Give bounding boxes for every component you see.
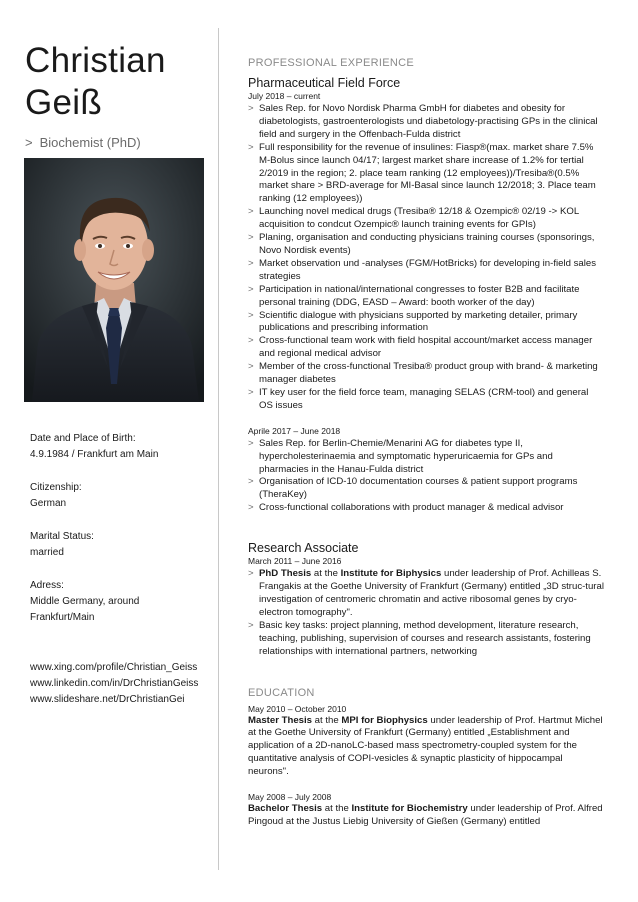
- list-item: > Full responsibility for the revenue of insulines: Fiasp®(max. market share 7.5% M-Bolus since launch 04/17; largest market share increase of 1.2% for tertial 2/2019 in the region; 2. place team ranking (12 employees))/Tresiba®(0.5% market share > BRD-average for MI-Basal since launch 12/2018; 3. Place team ranking (12 employees)): [248, 141, 596, 205]
- xing-link[interactable]: www.xing.com/profile/Christian_Geiss: [30, 662, 198, 673]
- chevron-right-icon: >: [248, 437, 254, 449]
- chevron-right-icon: >: [248, 361, 254, 373]
- chevron-right-icon: >: [248, 568, 254, 580]
- list-item: > IT key user for the field force team, managing SELAS (CRM-tool) and general OS issues: [248, 386, 589, 411]
- job-title: Pharmaceutical Field Force: [248, 76, 401, 90]
- chevron-right-icon: >: [25, 135, 33, 150]
- chevron-right-icon: >: [248, 103, 254, 114]
- address-label: Adress:: [30, 580, 64, 591]
- list-item: > Launching novel medical drugs (Tresiba® 12/18 & Ozempic® 02/19 -> KOL acquisition to condcut Ozempic® launch training events for GPIs): [248, 206, 579, 231]
- profile-photo: [24, 158, 204, 402]
- address-line2: Frankfurt/Main: [30, 612, 95, 623]
- list-item: > Participation in national/international congresses to foster B2B and facilitate personal training (DDG, EASD – Award: booth worker of the day): [248, 283, 580, 308]
- job-title: Research Associate: [248, 541, 359, 556]
- chevron-right-icon: >: [248, 141, 254, 153]
- chevron-right-icon: >: [248, 206, 254, 218]
- chevron-right-icon: >: [248, 619, 254, 631]
- master-thesis-text: Master Thesis at the MPI for Biophysics under leadership of Prof. Hartmut Michel at the Goethe University of Frankfurt (Germany) entitled „Establishment and application of a 2D-nanoLC-based mass spectrometry-coupled system for the quantitative analysis of COPI-vesicles & synaptic plasticity of hippocampal neurons".: [248, 714, 603, 778]
- main-content: [248, 56, 604, 829]
- list-item: > Cross-functional team work with field hospital account/market access manager and regional medical advisor: [248, 335, 593, 360]
- citizenship-label: Citizenship:: [30, 482, 82, 493]
- marital-info: [30, 529, 94, 561]
- job-duties-list: [248, 568, 604, 658]
- list-item: > PhD Thesis at the Institute for Biphysics under leadership of Prof. Achilleas S. Frangakis at the Goethe University of Frankfurt (Germany) entitled „3D struc-tural investigation of centromeric chromatin and active ribosomal genes by cryo-electron tomography".: [248, 568, 604, 618]
- job-duties-list: [248, 438, 604, 515]
- education-period: May 2010 – October 2010: [248, 703, 347, 714]
- education-heading: EDUCATION: [248, 686, 315, 699]
- chevron-right-icon: >: [248, 309, 254, 321]
- list-item: > Sales Rep. for Novo Nordisk Pharma GmbH for diabetes and obesity for diabetologists, gastroenterologists und diabetology-practising GPs in the clinical field and surgery in the Offenbach-Fulda district: [248, 103, 598, 140]
- list-item: > Cross-functional collaborations with product manager & medical advisor: [248, 502, 564, 514]
- citizenship-info: [30, 480, 82, 512]
- list-item: > Basic key tasks: project planning, method development, literature research, teaching, publishing, supervision of courses and research assistants, fostering relationships with international partners, networking: [248, 619, 591, 657]
- last-name: Geiß: [25, 83, 103, 122]
- sidebar: [0, 0, 218, 902]
- list-item: > Scientific dialogue with physicians supported by marketing detailer, primary publications and prescribing information: [248, 309, 578, 334]
- slideshare-link[interactable]: www.slideshare.net/DrChristianGei: [30, 694, 185, 705]
- chevron-right-icon: >: [248, 257, 254, 269]
- job-period: March 2011 – June 2016: [248, 556, 342, 567]
- address-info: [30, 578, 139, 626]
- list-item: > Market observation und -analyses (FGM/HotBricks) for developing in-field sales strategies: [248, 257, 596, 282]
- job-period: July 2018 – current: [248, 91, 321, 101]
- birth-label: Date and Place of Birth:: [30, 433, 136, 444]
- bachelor-thesis-text: Bachelor Thesis at the Institute for Biochemistry under leadership of Prof. Alfred Pingoud at the Justus Liebig University of Gießen (Germany) entitled: [248, 803, 603, 827]
- list-item: > Planing, organisation and conducting physicians training courses (sponsorings, Novo Nordisk events): [248, 232, 595, 256]
- chevron-right-icon: >: [248, 502, 254, 514]
- birth-info: [30, 431, 158, 463]
- chevron-right-icon: >: [248, 386, 254, 398]
- list-item: > Sales Rep. for Berlin-Chemie/Menarini AG for diabetes type II, hypercholesterinaemia and symptomatic hyperuricaemia for GPs and pharmacies in the Hanau-Fulda district: [248, 437, 553, 475]
- education-period: May 2008 – July 2008: [248, 792, 332, 803]
- marital-label: Marital Status:: [30, 531, 94, 542]
- linkedin-link[interactable]: www.linkedin.com/in/DrChristianGeiss: [30, 678, 199, 689]
- chevron-right-icon: >: [248, 335, 254, 347]
- person-name: [25, 40, 166, 124]
- chevron-right-icon: >: [248, 283, 254, 295]
- address-line1: Middle Germany, around: [30, 596, 140, 607]
- citizenship-value: German: [30, 498, 67, 509]
- list-item: > Member of the cross-functional Tresiba® product group with brand- & marketing manager diabetes: [248, 361, 598, 386]
- column-divider: [218, 28, 219, 870]
- portrait-illustration: [24, 158, 204, 402]
- job-duties-list: [248, 103, 604, 413]
- list-item: > Organisation of ICD-10 documentation courses & patient support programs (TheraKey): [248, 476, 578, 501]
- experience-heading: PROFESSIONAL EXPERIENCE: [248, 57, 415, 69]
- chevron-right-icon: >: [248, 476, 254, 488]
- chevron-right-icon: >: [248, 232, 254, 244]
- marital-value: married: [30, 547, 64, 558]
- subtitle-text: Biochemist (PhD): [39, 135, 141, 150]
- birth-value: 4.9.1984 / Frankfurt am Main: [30, 449, 159, 460]
- job-subtitle: [25, 135, 141, 150]
- profile-links: [30, 660, 198, 708]
- first-name: Christian: [25, 41, 166, 80]
- job-period: Aprile 2017 – June 2018: [248, 425, 341, 436]
